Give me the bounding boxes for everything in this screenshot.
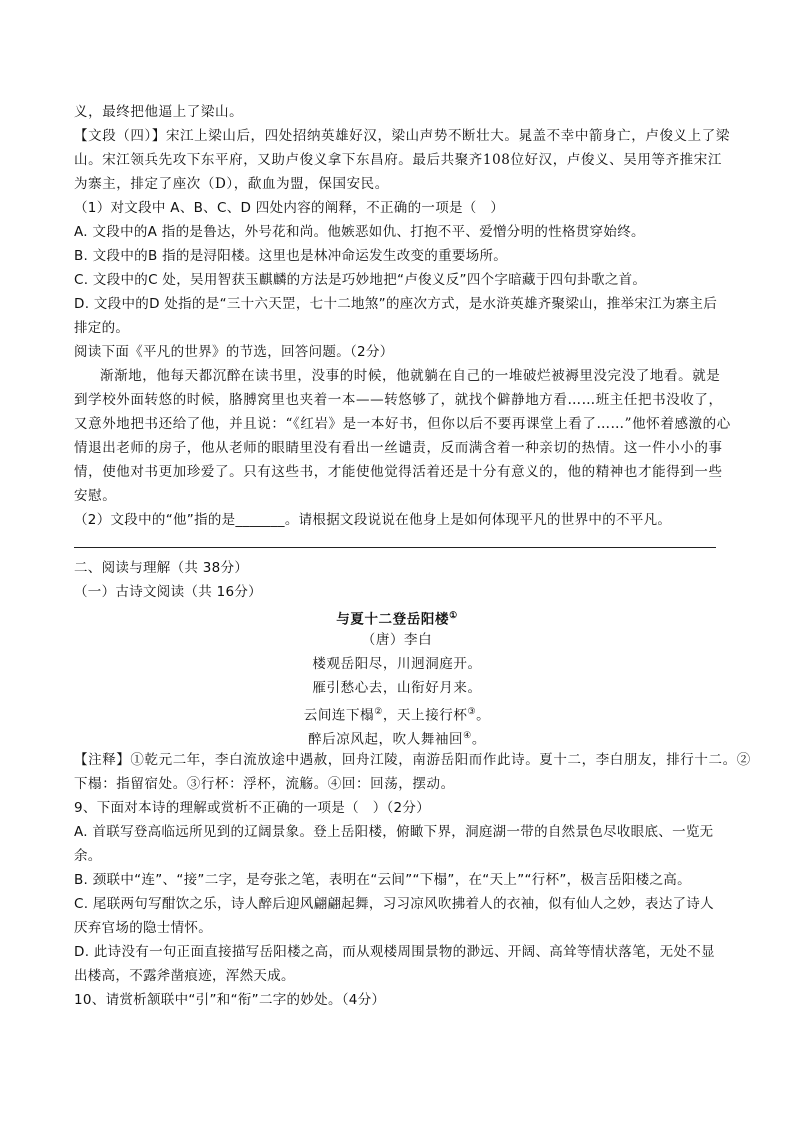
question-9-option-d-cont: 出楼高，不露斧凿痕迹，浑然天成。 xyxy=(74,968,295,984)
reading-intro: 阅读下面《平凡的世界》的节选，回答问题。（2分） xyxy=(74,344,394,360)
question-9-option-a: A. 首联写登高临远所见到的辽阔景象。登上岳阳楼，俯瞰下界，洞庭湖一带的自然景色尽收眼底、一览无 xyxy=(74,824,714,840)
excerpt-line: 安慰。 xyxy=(74,488,117,504)
question-9-option-d: D. 此诗没有一句正面直接描写岳阳楼之高，而从观楼周围景物的渺远、开阔、高耸等情状落笔，无处不显 xyxy=(74,944,715,960)
subsection-title: （一）古诗文阅读（共 16分） xyxy=(74,584,262,600)
passage4-line: 为寨主，排定了座次（D），歃血为盟，保国安民。 xyxy=(74,176,389,192)
question-1-option-d: D. 文段中的D 处指的是“三十六天罡，七十二地煞”的座次方式，是水浒英雄齐聚梁山，推举宋江为寨主后 xyxy=(74,296,718,312)
question-1-option-b: B. 文段中的B 指的是浔阳楼。这里也是林冲命运发生改变的重要场所。 xyxy=(74,248,508,264)
poem-line: 雁引愁心去，山衔好月来。 xyxy=(312,680,482,696)
poem-line: 云间连下榻②，天上接行杯③。 xyxy=(303,707,491,724)
poem-notes-cont: 下榻：指留宿处。③行杯：浮杯，流觞。④回：回荡，摆动。 xyxy=(74,776,455,792)
passage4-line: 义，最终把他逼上了梁山。 xyxy=(74,104,244,120)
excerpt-line: 到学校外面转悠的时候，胳膊窝里也夹着一本——转悠够了，就找个僻静地方看……班主任把书没收了， xyxy=(74,392,723,408)
question-9-option-b: B. 颈联中“连”、“接”二字，是夸张之笔，表明在“云间”“下榻”，在“天上”“行杯”，极言岳阳楼之高。 xyxy=(74,872,691,888)
poem-notes: 【注释】①乾元二年，李白流放途中遇赦，回舟江陵，南游岳阳而作此诗。夏十二，李白朋友，排行十二。② xyxy=(74,752,751,768)
question-1-option-c: C. 文段中的C 处，吴用智获玉麒麟的方法是巧妙地把“卢俊义反”四个字暗藏于四句卦歌之首。 xyxy=(74,272,647,288)
poem-title: 与夏十二登岳阳楼① xyxy=(336,611,458,628)
poem-line: 醉后凉风起，吹人舞袖回④。 xyxy=(308,731,486,748)
excerpt-line: 渐渐地，他每天都沉醉在读书里，没事的时候，他就躺在自己的一堆破烂被褥里没完没了地看。就是 xyxy=(100,368,721,384)
passage4-line: 【文段（四）】宋江上梁山后，四处招纳英雄好汉，梁山声势不断壮大。晁盖不幸中箭身亡，卢俊义上了梁 xyxy=(74,128,730,144)
question-10-stem: 10、请赏析颔联中“引”和“衔”二字的妙处。（4分） xyxy=(74,992,386,1008)
question-9-stem: 9、下面对本诗的理解或赏析不正确的一项是（ ）（2分） xyxy=(74,800,431,816)
question-1-option-d-cont: 排定的。 xyxy=(74,320,130,336)
question-1-option-a: A. 文段中的A 指的是鲁达，外号花和尚。他嫉恶如仇、打抱不平、爱憎分明的性格贯穿始终。 xyxy=(74,224,645,240)
poem-author: （唐）李白 xyxy=(361,632,433,648)
answer-line xyxy=(74,547,716,548)
question-9-option-c-cont: 厌弃官场的隐士情怀。 xyxy=(74,920,212,936)
question-2-stem: （2）文段中的“他”指的是_______。请根据文段说说在他身上是如何体现平凡的世界中的不平凡。 xyxy=(74,512,672,528)
question-9-option-c: C. 尾联两句写酣饮之乐，诗人醉后迎风翩翩起舞，习习凉风吹拂着人的衣袖，似有仙人之妙，表达了诗人 xyxy=(74,896,714,912)
section-title: 二、阅读与理解（共 38分） xyxy=(74,560,249,576)
excerpt-line: 又意外地把书还给了他，并且说：“《红岩》是一本好书，但你以后不要再课堂上看了……”他怀着感激的心 xyxy=(74,416,731,432)
poem-line: 楼观岳阳尽，川迥洞庭开。 xyxy=(312,656,482,672)
excerpt-line: 情，使他对书更加珍爱了。只有这些书，才能使他觉得活着还是十分有意义的，他的精神也才能得到一些 xyxy=(74,464,723,480)
question-1-stem: （1）对文段中 A、B、C、D 四处内容的阐释，不正确的一项是（ ） xyxy=(74,200,505,216)
excerpt-line: 情退出老师的房子，他从老师的眼睛里没有看出一丝谴责，反而满含着一种亲切的热情。这一件小小的事 xyxy=(74,440,723,456)
question-9-option-a-cont: 余。 xyxy=(74,848,102,864)
passage4-line: 山。宋江领兵先攻下东平府，又助卢俊义拿下东昌府。最后共聚齐108位好汉，卢俊义、吴用等齐推宋江 xyxy=(74,152,722,168)
